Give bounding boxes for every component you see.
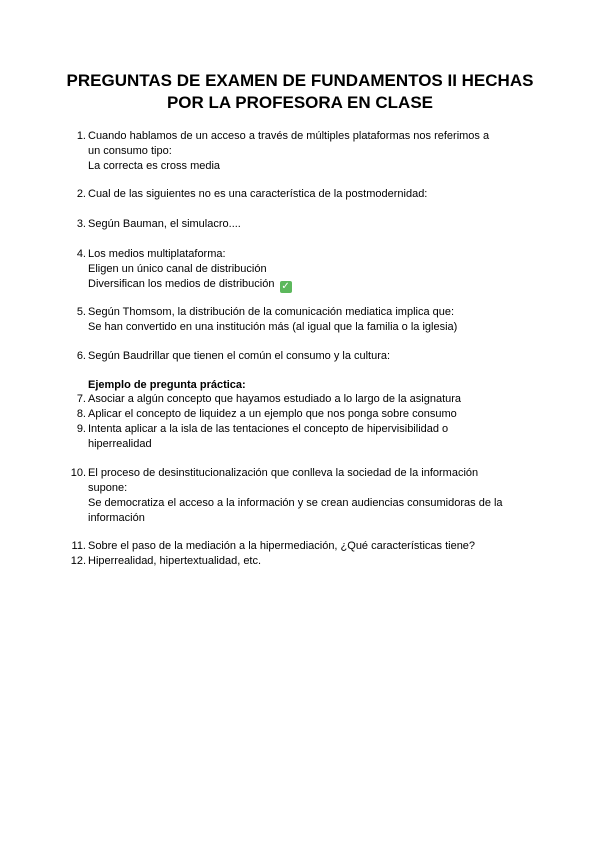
question-item <box>76 407 528 422</box>
question-item <box>76 422 528 452</box>
question-text: El proceso de desinstitucionalización que conlleva la sociedad de la información <box>88 467 479 479</box>
page-title <box>60 70 540 114</box>
answer-text: Diversifican los medios de distribución <box>88 278 275 290</box>
question-text: Asociar a algún concepto que hayamos estudiado a lo largo de la asignatura <box>88 393 462 405</box>
answer-text: La correcta es cross media <box>88 160 221 172</box>
question-text: Sobre el paso de la mediación a la hipermediación, ¿Qué características tiene? <box>88 540 476 552</box>
title-line-2: POR LA PROFESORA EN CLASE <box>166 93 434 112</box>
question-text: Hiperrealidad, hipertextualidad, etc. <box>88 555 262 567</box>
question-number: 8. <box>76 408 86 420</box>
section-heading <box>88 378 528 393</box>
question-number: 10. <box>70 467 86 479</box>
question-item <box>76 129 528 174</box>
question-item <box>70 466 528 526</box>
question-item <box>70 554 528 569</box>
question-text: supone: <box>88 482 128 494</box>
answer-option-correct <box>88 277 528 293</box>
question-item <box>76 247 528 293</box>
question-number: 9. <box>76 423 86 435</box>
question-number: 1. <box>76 130 86 142</box>
question-text: un consumo tipo: <box>88 145 172 157</box>
title-line-1: PREGUNTAS DE EXAMEN DE FUNDAMENTOS II HECHAS <box>66 71 534 90</box>
question-number: 3. <box>76 218 86 230</box>
answer-text: información <box>88 512 145 524</box>
question-item <box>76 392 528 407</box>
answer-text: Se democratiza el acceso a la información y se crean audiencias consumidoras de la <box>88 497 503 509</box>
question-text: Los medios multiplataforma: <box>88 248 226 260</box>
question-text: Según Thomsom, la distribución de la comunicación mediatica implica que: <box>88 306 455 318</box>
question-text: hiperrealidad <box>88 438 152 450</box>
answer-option: Eligen un único canal de distribución <box>88 263 267 275</box>
answer-text: Se han convertido en una institución más (al igual que la familia o la iglesia) <box>88 321 458 333</box>
question-number: 5. <box>76 306 86 318</box>
question-text: Según Baudrillar que tienen el común el consumo y la cultura: <box>88 350 391 362</box>
question-number: 11. <box>71 540 86 552</box>
question-number: 4. <box>76 248 86 260</box>
question-item <box>76 187 528 202</box>
question-number: 6. <box>76 350 86 362</box>
question-item <box>76 349 528 364</box>
check-mark-icon: ✓ <box>281 281 290 292</box>
question-text: Intenta aplicar a la isla de las tentaciones el concepto de hipervisibilidad o <box>88 423 449 435</box>
question-number: 12. <box>70 555 86 567</box>
question-text: Aplicar el concepto de liquidez a un ejemplo que nos ponga sobre consumo <box>88 408 457 420</box>
question-number: 7. <box>76 393 86 405</box>
question-number: 2. <box>76 188 86 200</box>
question-text: Cual de las siguientes no es una característica de la postmodernidad: <box>88 188 428 200</box>
question-text: Según Bauman, el simulacro.... <box>88 218 241 230</box>
question-item <box>76 305 528 335</box>
question-text: Cuando hablamos de un acceso a través de múltiples plataformas nos referimos a <box>88 130 490 142</box>
question-item <box>71 539 528 554</box>
practical-heading: Ejemplo de pregunta práctica: <box>88 379 246 391</box>
question-item <box>76 217 528 232</box>
